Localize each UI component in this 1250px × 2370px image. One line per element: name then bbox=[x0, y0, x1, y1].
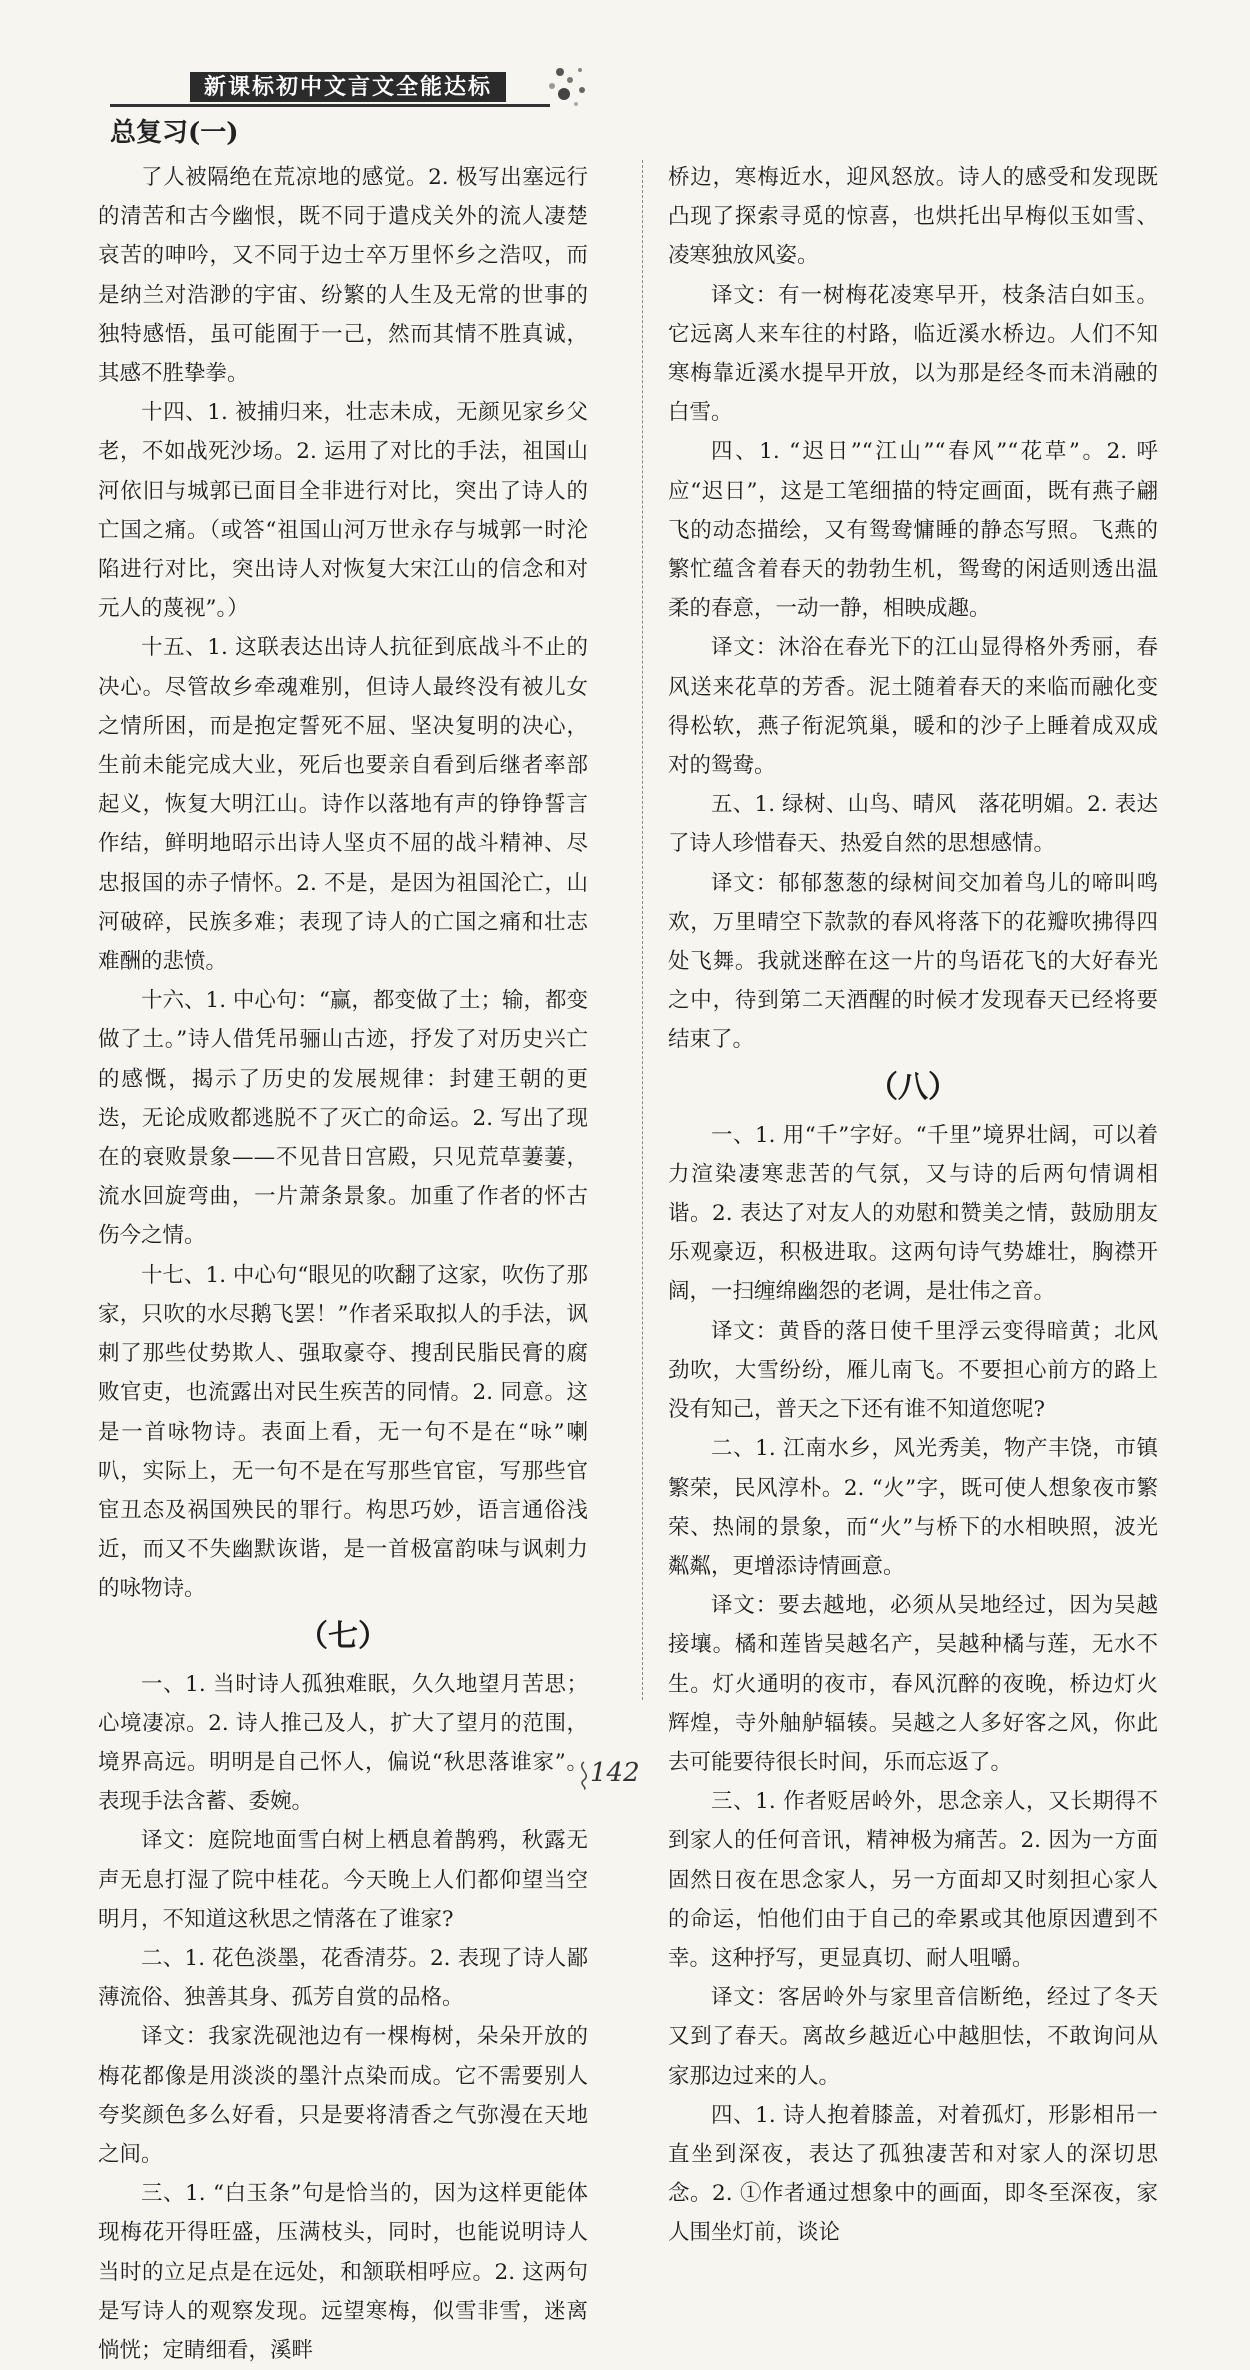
column-divider bbox=[642, 160, 644, 1700]
paragraph: 五、1. 绿树、山鸟、晴风 落花明媚。2. 表达了诗人珍惜春天、热爱自然的思想感情。 bbox=[668, 792, 1158, 857]
page-number: 142 bbox=[590, 1758, 640, 1788]
page-header bbox=[110, 62, 1150, 148]
paragraph: 一、1. 用“千”字好。“千里”境界壮阔，可以着力渲染凄寒悲苦的气氛，又与诗的后两句情调相谐。2. 表达了对友人的劝慰和赞美之情，鼓励朋友乐观豪迈，积极进取。这两句诗气势雄壮，胸襟开阔，一扫缠绵幽怨的老调，是壮伟之音。 bbox=[668, 1122, 1158, 1305]
section-title: 总复习(一) bbox=[110, 118, 239, 148]
paragraph: 译文：庭院地面雪白树上栖息着鹊鸦，秋露无声无息打湿了院中桂花。今天晚上人们都仰望当空明月，不知道这秋思之情落在了谁家? bbox=[98, 1828, 588, 1932]
paragraph: 译文：郁郁葱葱的绿树间交加着鸟儿的啼叫鸣欢，万里晴空下款款的春风将落下的花瓣吹拂得四处飞舞。我就迷醉在这一片的鸟语花飞的大好春光之中，待到第二天酒醒的时候才发现春天已经将要结束了。 bbox=[668, 870, 1158, 1053]
series-title: 新课标初中文言文全能达标 bbox=[190, 72, 506, 102]
header-rule bbox=[110, 104, 550, 107]
paragraph: 四、1. 诗人抱着膝盖，对着孤灯，形影相吊一直坐到深夜，表达了孤独凄苦和对家人的深切思念。2. ①作者通过想象中的画面，即冬至深夜，家人围坐灯前，谈论 bbox=[668, 2102, 1158, 2246]
paragraph: 二、1. 江南水乡，风光秀美，物产丰饶，市镇繁荣，民风淳朴。2. “火”字，既可使人想象夜市繁荣、热闹的景象，而“火”与桥下的水相映照，波光粼粼，更增添诗情画意。 bbox=[668, 1436, 1158, 1579]
paragraph: 二、1. 花色淡墨，花香清芬。2. 表现了诗人鄙薄流俗、独善其身、孤芳自赏的品格。 bbox=[98, 1945, 588, 2011]
section-heading-8: （八） bbox=[868, 1069, 958, 1105]
right-column bbox=[668, 158, 1158, 2253]
paragraph: 三、1. 作者贬居岭外，思念亲人，又长期得不到家人的任何音讯，精神极为痛苦。2. 因为一方面固然日夜在思念家人，另一方面却又时刻担心家人的命运，怕他们由于自己的牵累或其他原因遭到不幸。这种抒写，更显真切、耐人咀嚼。 bbox=[668, 1789, 1158, 1971]
paragraph: 十六、1. 中心句：“赢，都变做了土；输，都变做了土。”诗人借凭吊骊山古迹，抒发了对历史兴亡的感慨，揭示了历史的发展规律：封建王朝的更迭，无论成败都逃脱不了灭亡的命运。2. 写出了现在的衰败景象——不见昔日宫殿，只见荒草萋萋，流水回旋弯曲，一片萧条景象。加重了作者的怀古伤今之情。 bbox=[98, 988, 588, 1249]
paragraph: 桥边，寒梅近水，迎风怒放。诗人的感受和发现既凸现了探索寻觅的惊喜，也烘托出早梅似玉如雪、凌寒独放风姿。 bbox=[668, 165, 1158, 269]
paragraph: 译文：要去越地，必须从吴地经过，因为吴越接壤。橘和莲皆吴越名产，吴越种橘与莲，无水不生。灯火通明的夜市，春风沉醉的夜晚，桥边灯火辉煌，寺外舳舻辐辏。吴越之人多好客之风，你此去可能要待很长时间，乐而忘返了。 bbox=[668, 1593, 1158, 1775]
paragraph: 译文：客居岭外与家里音信断绝，经过了冬天又到了春天。离故乡越近心中越胆怯，不敢询问从家那边过来的人。 bbox=[668, 1985, 1158, 2089]
paragraph: 十四、1. 被捕归来，壮志未成，无颜见家乡父老，不如战死沙场。2. 运用了对比的手法，祖国山河依旧与城郭已面目全非进行对比，突出了诗人的亡国之痛。（或答“祖国山河万世永存与城郭一时沦陷进行对比，突出诗人对恢复大宋江山的信念和对元人的蔑视”。） bbox=[98, 400, 588, 622]
paragraph: 三、1. “白玉条”句是恰当的，因为这样更能体现梅花开得旺盛，压满枝头，同时，也能说明诗人当时的立足点是在远处，和颔联相呼应。2. 这两句是写诗人的观察发现。远望寒梅，似雪非雪，迷离惝恍；定睛细看，溪畔 bbox=[98, 2181, 588, 2363]
decorative-dots-icon bbox=[540, 62, 600, 122]
paragraph: 了人被隔绝在荒凉地的感觉。2. 极写出塞远行的清苦和古今幽恨，既不同于遣戍关外的流人凄楚哀苦的呻吟，又不同于边士卒万里怀乡之浩叹，而是纳兰对浩渺的宇宙、纷繁的人生及无常的世事的独特感悟，虽可能囿于一己，然而其情不胜真诚，其感不胜挚拳。 bbox=[98, 165, 588, 387]
paragraph: 译文：有一树梅花凌寒早开，枝条洁白如玉。它远离人来车往的村路，临近溪水桥边。人们不知寒梅靠近溪水提早开放，以为那是经冬而未消融的白雪。 bbox=[668, 282, 1158, 426]
paragraph: 译文：黄昏的落日使千里浮云变得暗黄；北风劲吹，大雪纷纷，雁儿南飞。不要担心前方的路上没有知己，普天之下还有谁不知道您呢? bbox=[668, 1318, 1158, 1423]
paragraph: 译文：沐浴在春光下的江山显得格外秀丽，春风送来花草的芳香。泥土随着春天的来临而融化变得松软，燕子衔泥筑巢，暖和的沙子上睡着成双成对的鸳鸯。 bbox=[668, 635, 1158, 779]
left-column bbox=[98, 158, 588, 2370]
section-heading-7: （七） bbox=[298, 1618, 388, 1654]
paragraph: 四、1. “迟日”“江山”“春风”“花草”。2. 呼应“迟日”，这是工笔细描的特定画面，既有燕子翩飞的动态描绘，又有鸳鸯慵睡的静态写照。飞燕的繁忙蕴含着春天的勃勃生机，鸳鸯的闲适则透出温柔的春意，一动一静，相映成趣。 bbox=[668, 439, 1158, 622]
paragraph: 十七、1. 中心句“眼见的吹翻了这家，吹伤了那家，只吹的水尽鹅飞罢！”作者采取拟人的手法，讽刺了那些仗势欺人、强取豪夺、搜刮民脂民膏的腐败官吏，也流露出对民生疾苦的同情。2. 同意。这是一首咏物诗。表面上看，无一句不是在“咏”喇叭，实际上，无一句不是在写那些官宦，写那些官宦丑态及祸国殃民的罪行。构思巧妙，语言通俗浅近，而又不失幽默诙谐，是一首极富韵味与讽刺力的咏物诗。 bbox=[98, 1262, 588, 1602]
paragraph: 译文：我家洗砚池边有一棵梅树，朵朵开放的梅花都像是用淡淡的墨汁点染而成。它不需要别人夸奖颜色多么好看，只是要将清香之气弥漫在天地之间。 bbox=[98, 2024, 588, 2167]
paragraph: 十五、1. 这联表达出诗人抗征到底战斗不止的决心。尽管故乡牵魂难别，但诗人最终没有被儿女之情所困，而是抱定誓死不屈、坚决复明的决心，生前未能完成大业，死后也要亲自看到后继者率部起义，恢复大明江山。诗作以落地有声的铮铮誓言作结，鲜明地昭示出诗人坚贞不屈的战斗精神、尽忠报国的赤子情怀。2. 不是，是因为祖国沦亡，山河破碎，民族多难；表现了诗人的亡国之痛和壮志难酬的悲愤。 bbox=[98, 635, 588, 975]
paragraph: 一、1. 当时诗人孤独难眠，久久地望月苦思；心境凄凉。2. 诗人推己及人，扩大了望月的范围，境界高远。明明是自己怀人，偏说“秋思落谁家”。表现手法含蓄、委婉。 bbox=[98, 1671, 588, 1815]
